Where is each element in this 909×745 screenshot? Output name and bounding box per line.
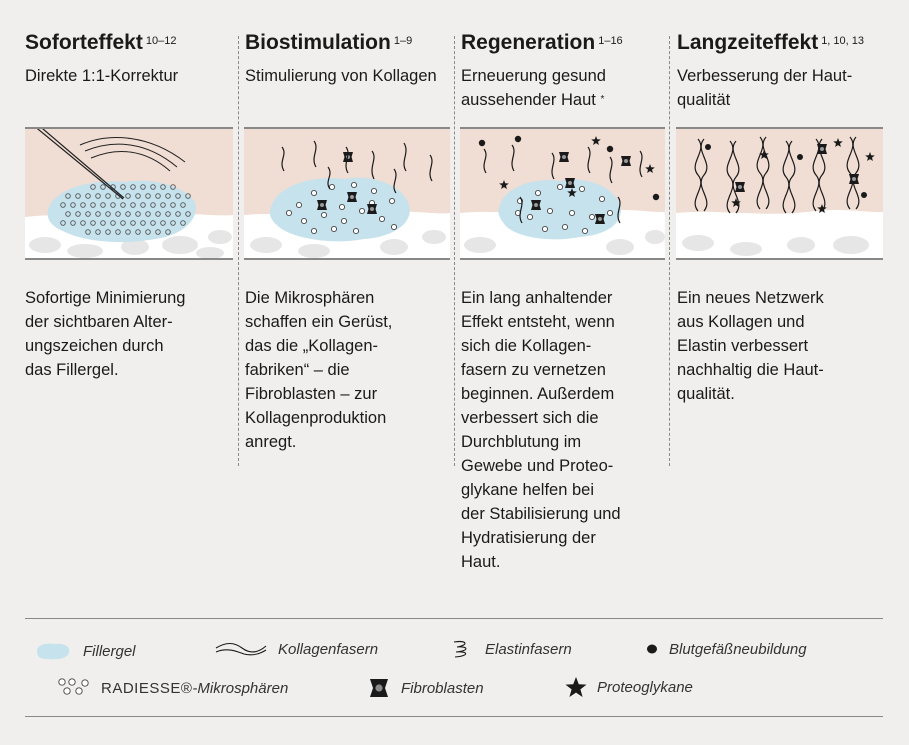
elastin-fiber-icon — [449, 638, 475, 660]
legend-label: Blutgefäßneubildung — [669, 640, 807, 658]
subtitle-text: Erneuerung gesund aussehender Haut — [461, 67, 606, 109]
description-line: ungszeichen durch — [25, 337, 164, 355]
legend-fibroblasten — [367, 676, 484, 700]
description-line: Die Mikrosphären — [245, 289, 375, 307]
legend-label: Fibroblasten — [401, 679, 484, 697]
description-line: Hydratisierung der — [461, 529, 596, 547]
description-langzeiteffekt — [677, 286, 824, 406]
column-title — [461, 30, 651, 56]
microspheres-icon — [57, 677, 91, 699]
description-line: Effekt entsteht, wenn — [461, 313, 615, 331]
footnote-mark: * — [600, 94, 605, 105]
skin-panel-regeneration — [460, 127, 665, 260]
description-line: Fibroblasten – zur — [245, 385, 378, 403]
column-subtitle — [245, 64, 445, 88]
column-title — [677, 30, 887, 56]
legend-radiesse — [57, 677, 288, 699]
legend-label: Fillergel — [83, 642, 136, 660]
reference-sup: 1–16 — [598, 35, 623, 47]
reference-sup: 1–9 — [393, 35, 413, 47]
column-biostimulation — [245, 30, 445, 88]
legend-label: Elastinfasern — [485, 640, 572, 658]
column-subtitle — [677, 64, 887, 112]
description-line: beginnen. Außerdem — [461, 385, 615, 403]
legend-kollagenfasern — [214, 638, 378, 660]
column-regeneration — [461, 30, 651, 112]
legend-label: Proteoglykane — [597, 678, 693, 696]
description-line: verbessert sich die — [461, 409, 599, 427]
skin-panel-langzeiteffekt — [676, 127, 883, 260]
description-line: sich die Kollagen- — [461, 337, 592, 355]
description-line: qualität. — [677, 385, 735, 403]
title-text: Soforteffekt — [25, 31, 143, 54]
description-line: der sichtbaren Alter- — [25, 313, 173, 331]
description-regeneration — [461, 286, 621, 574]
subtitle-text: Stimulierung von Kollagen — [245, 67, 437, 85]
description-line: fasern zu vernetzen — [461, 361, 606, 379]
description-line: anregt. — [245, 433, 297, 451]
fibroblast-icon — [367, 676, 391, 700]
subtitle-text: Direkte 1:1-Korrektur — [25, 67, 179, 85]
description-line: fabriken“ – die — [245, 361, 350, 379]
column-title — [245, 30, 445, 56]
column-divider — [238, 36, 239, 466]
description-line: Elastin verbessert — [677, 337, 809, 355]
reference-sup: 1, 10, 13 — [821, 35, 865, 47]
title-text: Biostimulation — [245, 31, 391, 54]
radiesse-brand: RADIESSE® — [101, 679, 193, 697]
description-line: Sofortige Minimierung — [25, 289, 186, 307]
column-divider — [454, 36, 455, 466]
star-icon — [565, 676, 587, 698]
subtitle-text: Verbesserung der Haut-qualität — [677, 67, 853, 109]
column-subtitle — [25, 64, 178, 88]
description-soforteffekt — [25, 286, 186, 382]
legend-label: Kollagenfasern — [278, 640, 379, 658]
legend-top-rule — [25, 618, 883, 619]
description-line: der Stabilisierung und — [461, 505, 621, 523]
description-line: das die „Kollagen- — [245, 337, 378, 355]
column-title — [25, 30, 178, 56]
column-langzeiteffekt — [677, 30, 887, 112]
description-line: aus Kollagen und — [677, 313, 805, 331]
description-line: Durchblutung im — [461, 433, 582, 451]
blood-vessel-dot-icon — [645, 640, 659, 658]
legend-label: -Mikrosphären — [192, 679, 289, 697]
fillergel-icon — [33, 641, 73, 661]
description-biostimulation — [245, 286, 392, 454]
column-subtitle — [461, 64, 651, 112]
legend-bottom-rule — [25, 716, 883, 717]
description-line: glykane helfen bei — [461, 481, 595, 499]
column-soforteffekt — [25, 30, 178, 88]
skin-panel-biostimulation — [244, 127, 450, 260]
description-line: Kollagenproduktion — [245, 409, 387, 427]
description-line: das Fillergel. — [25, 361, 119, 379]
skin-panel-soforteffekt — [25, 127, 233, 260]
description-line: Gewebe und Proteo- — [461, 457, 614, 475]
title-text: Langzeiteffekt — [677, 31, 819, 54]
collagen-fiber-icon — [214, 638, 268, 660]
legend-elastinfasern — [449, 638, 572, 660]
reference-sup: 10–12 — [145, 35, 177, 47]
description-line: schaffen ein Gerüst, — [245, 313, 393, 331]
description-line: Ein lang anhaltender — [461, 289, 613, 307]
description-line: Haut. — [461, 553, 501, 571]
description-line: nachhaltig die Haut- — [677, 361, 824, 379]
legend-blutgefaess — [645, 640, 807, 658]
legend-proteoglykane — [565, 676, 693, 698]
description-line: Ein neues Netzwerk — [677, 289, 824, 307]
title-text: Regeneration — [461, 31, 596, 54]
column-divider — [669, 36, 670, 466]
legend-fillergel — [33, 641, 136, 661]
